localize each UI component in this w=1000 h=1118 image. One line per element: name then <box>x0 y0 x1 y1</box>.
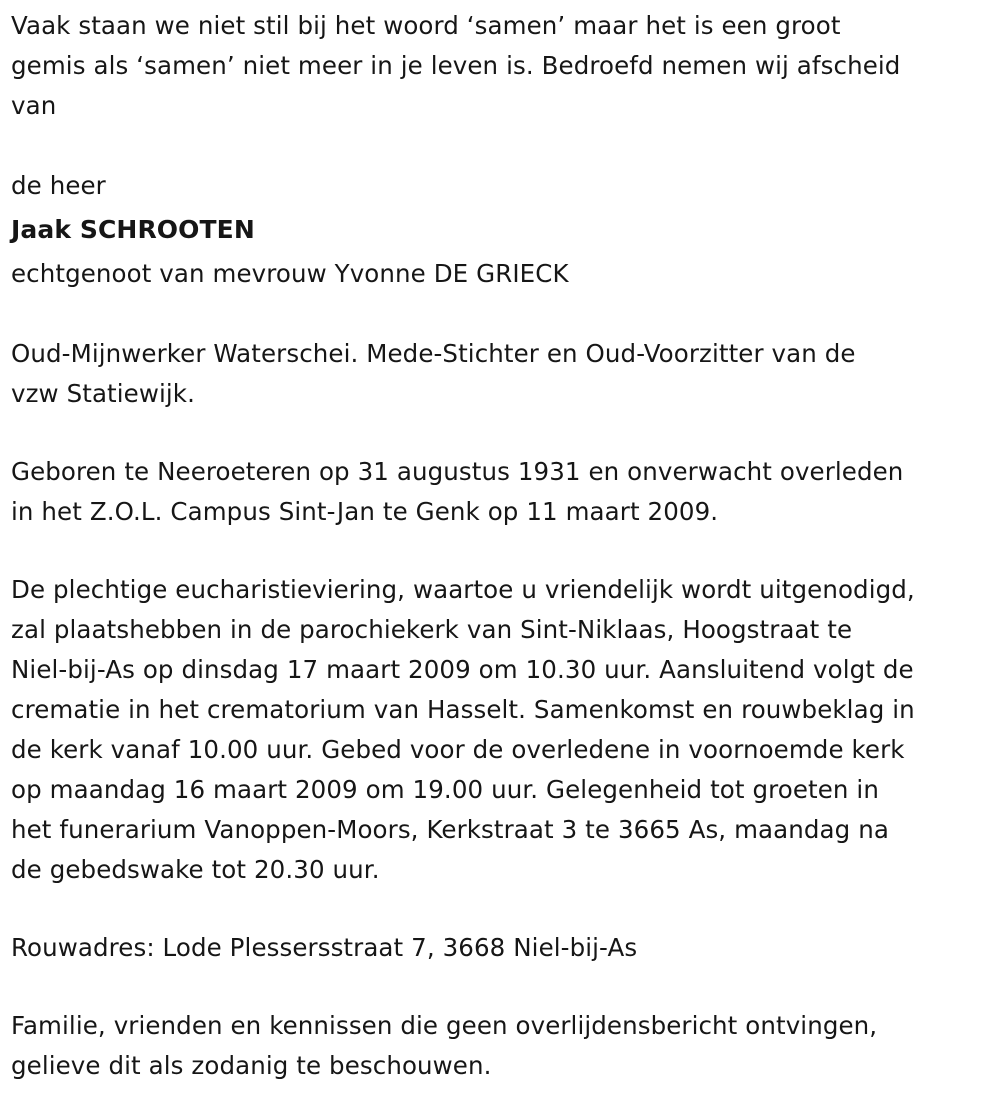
obituary-notice <box>11 6 996 1086</box>
intro-line: van <box>11 91 57 120</box>
occupation-paragraph <box>11 334 996 414</box>
ceremony-line: de kerk vanaf 10.00 uur. Gebed voor de overledene in voornoemde kerk <box>11 735 905 764</box>
closing-line: Familie, vrienden en kennissen die geen overlijdensbericht ontvingen, <box>11 1011 878 1040</box>
ceremony-line: op maandag 16 maart 2009 om 19.00 uur. Gelegenheid tot groeten in <box>11 775 879 804</box>
spouse-line: echtgenoot van mevrouw Yvonne DE GRIECK <box>11 259 569 288</box>
intro-line: gemis als ‘samen’ niet meer in je leven is. Bedroefd nemen wij afscheid <box>11 51 901 80</box>
ceremony-line: De plechtige eucharistieviering, waartoe u vriendelijk wordt uitgenodigd, <box>11 575 915 604</box>
occupation-line: Oud-Mijnwerker Waterschei. Mede-Stichter en Oud-Voorzitter van de <box>11 339 856 368</box>
ceremony-line: crematie in het crematorium van Hasselt. Samenkomst en rouwbeklag in <box>11 695 915 724</box>
birth-death-line: in het Z.O.L. Campus Sint-Jan te Genk op 11 maart 2009. <box>11 497 719 526</box>
birth-death-paragraph <box>11 452 996 532</box>
ceremony-paragraph <box>11 570 996 890</box>
deceased-name: Jaak SCHROOTEN <box>11 215 255 244</box>
ceremony-line: het funerarium Vanoppen-Moors, Kerkstraat 3 te 3665 As, maandag na <box>11 815 889 844</box>
closing-paragraph <box>11 1006 996 1086</box>
occupation-line: vzw Statiewijk. <box>11 379 195 408</box>
mourning-address: Rouwadres: Lode Plessersstraat 7, 3668 Niel-bij-As <box>11 933 638 962</box>
intro-line: Vaak staan we niet stil bij het woord ‘samen’ maar het is een groot <box>11 11 841 40</box>
intro-paragraph <box>11 6 996 126</box>
birth-death-line: Geboren te Neeroeteren op 31 augustus 1931 en onverwacht overleden <box>11 457 904 486</box>
closing-line: gelieve dit als zodanig te beschouwen. <box>11 1051 492 1080</box>
ceremony-line: Niel-bij-As op dinsdag 17 maart 2009 om 10.30 uur. Aansluitend volgt de <box>11 655 914 684</box>
ceremony-line: de gebedswake tot 20.30 uur. <box>11 855 380 884</box>
honorific: de heer <box>11 171 106 200</box>
ceremony-line: zal plaatshebben in de parochiekerk van Sint-Niklaas, Hoogstraat te <box>11 615 853 644</box>
